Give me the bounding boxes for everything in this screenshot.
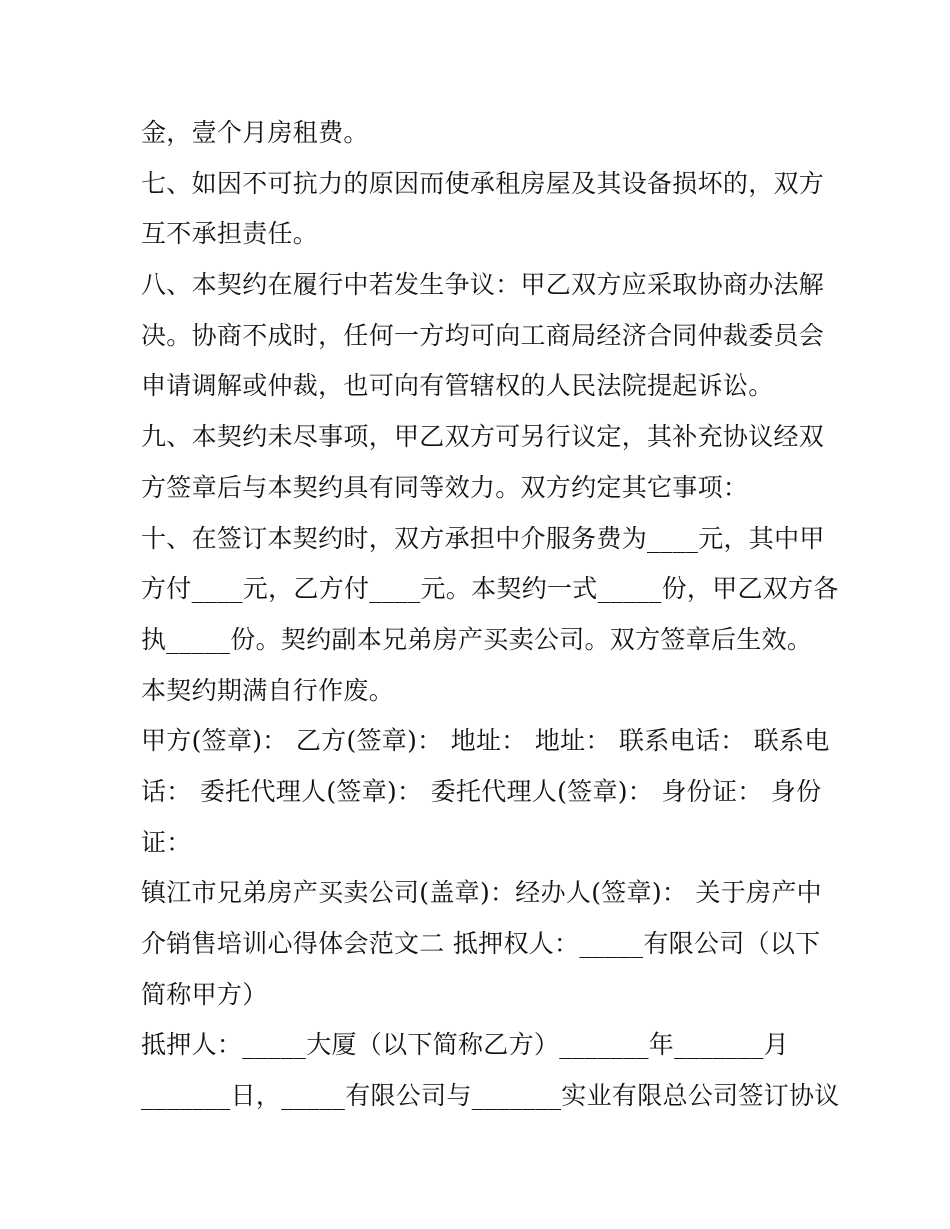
text-line: 申请调解或仲裁，也可向有管辖权的人民法院提起诉讼。 xyxy=(141,371,774,401)
text-line: 证： xyxy=(141,827,192,857)
document-body xyxy=(141,108,840,1122)
text-line: 七、如因不可抗力的原因而使承租房屋及其设备损坏的，双方 xyxy=(141,168,825,198)
text-line: 方签章后与本契约具有同等效力。双方约定其它事项： xyxy=(141,472,749,502)
text-line: 方付____元，乙方付____元。本契约一式_____份，甲乙双方各 xyxy=(141,574,839,604)
text-line: 执_____份。契约副本兄弟房产买卖公司。双方签章后生效。 xyxy=(141,624,813,654)
text-line: 介销售培训心得体会范文二 抵押权人：_____有限公司（以下 xyxy=(141,929,821,958)
text-line: 互不承担责任。 xyxy=(141,219,319,249)
text-line: 八、本契约在履行中若发生争议：甲乙双方应采取协商办法解 xyxy=(141,270,825,300)
text-line: 话： 委托代理人(签章)： 委托代理人(签章)： 身份证： 身份 xyxy=(141,776,822,806)
text-line: 决。协商不成时，任何一方均可向工商局经济合同仲裁委员会 xyxy=(141,320,825,350)
text-line: 九、本契约未尽事项，甲乙双方可另行议定，其补充协议经双 xyxy=(141,422,825,452)
text-line: 抵押人：_____大厦（以下简称乙方）_______年_______月 xyxy=(141,1030,790,1060)
text-line: 甲方(签章)： 乙方(签章)： 地址： 地址： 联系电话： 联系电 xyxy=(141,726,830,756)
text-line: 本契约期满自行作废。 xyxy=(141,675,395,705)
text-line: _______日，_____有限公司与_______实业有限总公司签订协议 xyxy=(141,1081,840,1111)
text-line: 十、在签订本契约时，双方承担中介服务费为____元，其中甲 xyxy=(141,523,825,553)
text-line: 镇江市兄弟房产买卖公司(盖章)：经办人(签章)： 关于房产中 xyxy=(141,878,822,908)
text-line: 简称甲方） xyxy=(141,979,268,1009)
text-line: 金，壹个月房租费。 xyxy=(141,118,369,147)
